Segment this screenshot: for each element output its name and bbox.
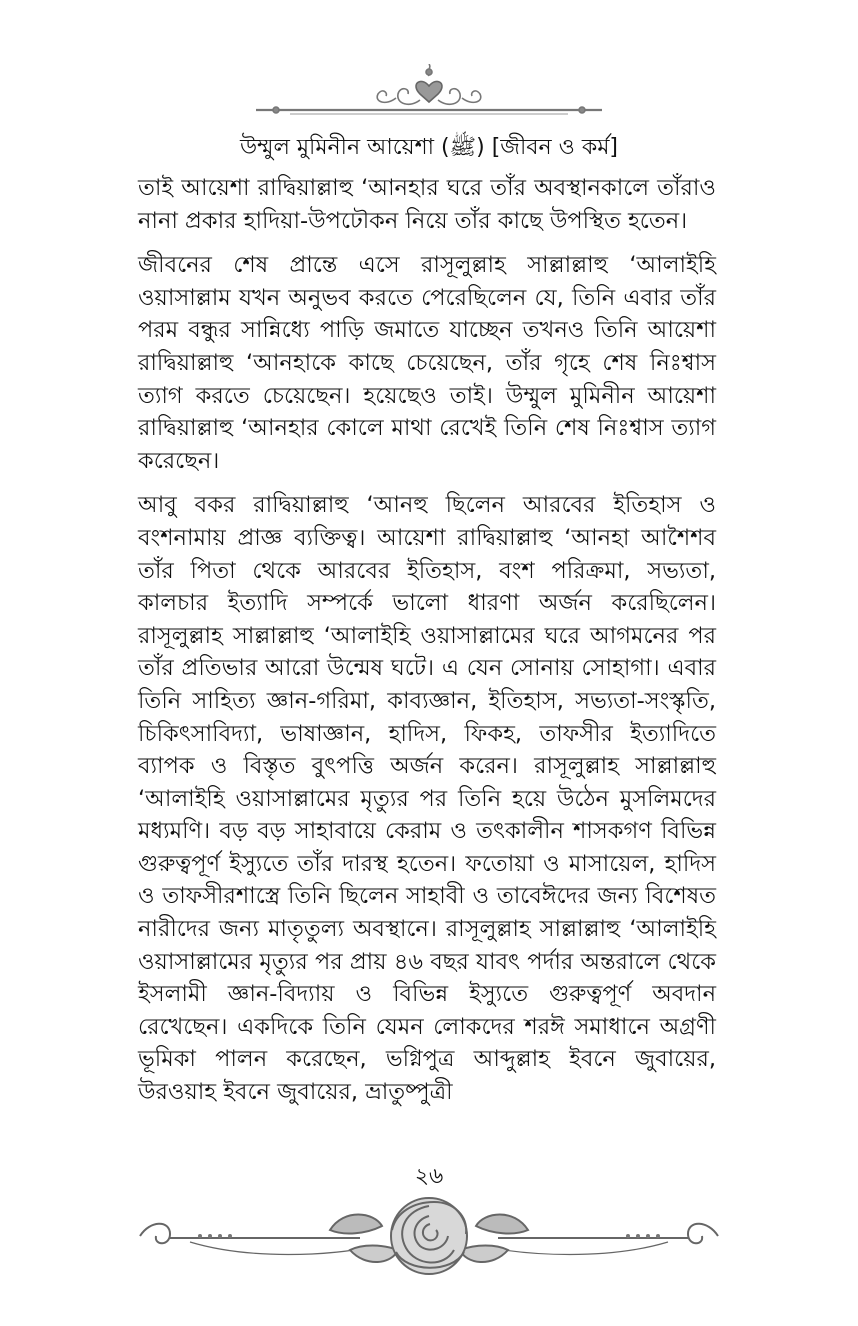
paragraph-2: জীবনের শেষ প্রান্তে এসে রাসূলুল্লাহ সাল্লাল্লাহু ‘আলাইহি ওয়াসাল্লাম যখন অনুভব করতে পেরেছিলেন যে, তিনি এবার তাঁর পরম বন্ধুর সান্নিধ্যে পাড়ি জমাতে যাচ্ছেন তখনও তিনি আয়েশা রাদ্বিয়াল্লাহু ‘আনহাকে কাছে চেয়েছেন, তাঁর গৃহে শেষ নিঃশ্বাস ত্যাগ করতে চেয়েছেন। হয়েছেও তাই। উম্মুল মুমিনীন আয়েশা রাদ্বিয়াল্লাহু ‘আনহার কোলে মাথা রেখেই তিনি শেষ নিঃশ্বাস ত্যাগ করেছেন। (138, 252, 716, 474)
bottom-rose-ornament (130, 1190, 728, 1280)
top-flourish-ornament (250, 64, 608, 126)
paragraph-1: তাই আয়েশা রাদ্বিয়াল্লাহু ‘আনহার ঘরে তাঁর অবস্থানকালে তাঁরাও নানা প্রকার হাদিয়া-উপঢৌকন নিয়ে তাঁর কাছে উপস্থিত হতেন। (138, 175, 716, 234)
page-number: ২৬ (414, 1164, 444, 1189)
body-text (138, 172, 716, 1121)
running-header-book-title: উম্মুল মুমিনীন আয়েশা (ﷺ) [জীবন ও কর্ম] (239, 135, 619, 160)
paragraph-3: আবু বকর রাদ্বিয়াল্লাহু ‘আনহু ছিলেন আরবের ইতিহাস ও বংশনামায় প্রাজ্ঞ ব্যক্তিত্ব। আয়েশা রাদ্বিয়াল্লাহু ‘আনহা আশৈশব তাঁর পিতা থেকে আরবের ইতিহাস, বংশ পরিক্রমা, সভ্যতা, কালচার ইত্যাদি সম্পর্কে ভালো ধারণা অর্জন করেছিলেন। রাসূলুল্লাহ সাল্লাল্লাহু ‘আলাইহি ওয়াসাল্লামের ঘরে আগমনের পর তাঁর প্রতিভার আরো উন্মেষ ঘটে। এ যেন সোনায় সোহাগা। এবার তিনি সাহিত্য জ্ঞান-গরিমা, কাব্যজ্ঞান, ইতিহাস, সভ্যতা-সংস্কৃতি, চিকিৎসাবিদ্যা, ভাষাজ্ঞান, হাদিস, ফিকহ, তাফসীর ইত্যাদিতে ব্যাপক ও বিস্তৃত বুৎপত্তি অর্জন করেন। রাসূলুল্লাহ সাল্লাল্লাহু ‘আলাইহি ওয়াসাল্লামের মৃত্যুর পর তিনি হয়ে উঠেন মুসলিমদের মধ্যমণি। বড় বড় সাহাবায়ে কেরাম ও তৎকালীন শাসকগণ বিভিন্ন গুরুত্বপূর্ণ ইস্যুতে তাঁর দারস্থ হতেন। ফতোয়া ও মাসায়েল, হাদিস ও তাফসীরশাস্ত্রে তিনি ছিলেন সাহাবী ও তাবেঈদের জন্য বিশেষত নারীদের জন্য মাতৃতুল্য অবস্থানে। রাসূলুল্লাহ সাল্লাল্লাহু ‘আলাইহি ওয়াসাল্লামের মৃত্যুর পর প্রায় ৪৬ বছর যাবৎ পর্দার অন্তরালে থেকে ইসলামী জ্ঞান-বিদ্যায় ও বিভিন্ন ইস্যুতে গুরুত্বপূর্ণ অবদান রেখেছেন। একদিকে তিনি যেমন লোকদের শরঈ সমাধানে অগ্রণী ভূমিকা পালন করেছেন, ভগ্নিপুত্র আব্দুল্লাহ ইবনে জুবায়ের, উরওয়াহ ইবনে জুবায়ের, ভ্রাতুষ্পুত্রী (138, 492, 716, 1106)
